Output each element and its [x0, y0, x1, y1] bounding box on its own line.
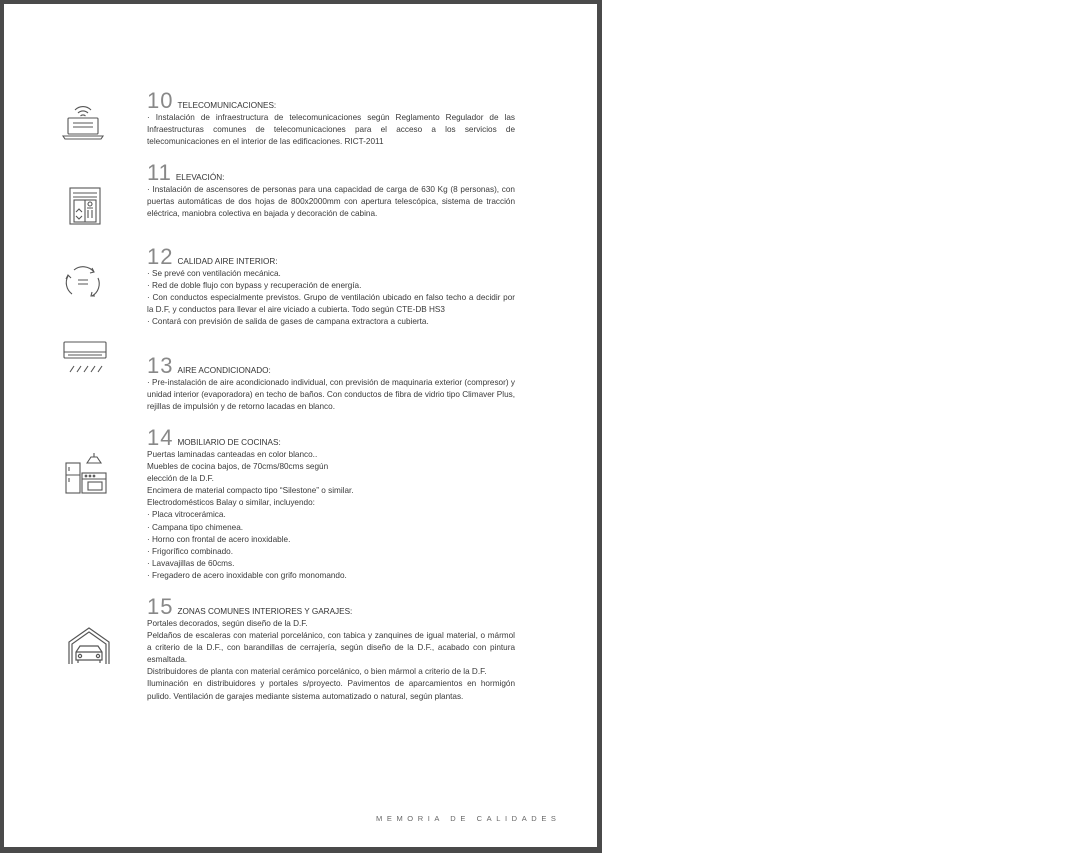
section-line: Puertas laminadas canteadas en color blanco.. — [147, 450, 318, 459]
section-line: Distribuidores de planta con material cerámico porcelánico, o bien mármol a criterio de la D.F. — [147, 667, 487, 677]
section-title: TELECOMUNICACIONES: — [177, 101, 277, 110]
section-telecomunicaciones — [147, 90, 515, 148]
section-elevacion — [147, 162, 515, 220]
section-line: Iluminación en distribuidores y portales s/proyecto. Pavimentos de aparcamientos en hormigón pulido. Ventilación de garajes mediante sistema automatizado o natural, según plantas. — [147, 679, 515, 701]
section-number: 13 — [147, 353, 174, 378]
section-aire-acondicionado — [147, 355, 515, 413]
section-line: · Red de doble flujo con bypass y recuperación de energía. — [147, 281, 362, 291]
page-footer: MEMORIA DE CALIDADES — [376, 814, 561, 823]
list-item: · Campana tipo chimenea. — [147, 522, 244, 532]
air-recycle-icon — [58, 258, 108, 304]
section-number: 12 — [147, 244, 174, 269]
section-title: MOBILIARIO DE COCINAS: — [177, 438, 281, 447]
section-line: · Se prevé con ventilación mecánica. — [147, 269, 281, 278]
laptop-wifi-icon — [58, 98, 108, 144]
section-number: 14 — [147, 425, 174, 450]
section-mobiliario-cocinas — [147, 427, 515, 582]
section-line: Portales decorados, según diseño de la D.F. — [147, 619, 308, 628]
section-text: · Instalación de infraestructura de telecomunicaciones según Reglamento Regulador de las Infraestructuras comunes de telecomunicaciones para el acceso a los servicios de telecomunicaciones en el interior de las edificaciones. RICT-2011 — [147, 113, 515, 147]
section-calidad-aire — [147, 246, 515, 328]
section-title: ELEVACIÓN: — [175, 173, 225, 182]
list-item: · Frigorífico combinado. — [147, 546, 234, 556]
kitchen-icon — [60, 449, 110, 495]
air-conditioner-icon — [60, 338, 110, 384]
section-line: · Contará con previsión de salida de gases de campana extractora a cubierta. — [147, 317, 429, 327]
section-title: AIRE ACONDICIONADO: — [177, 366, 271, 375]
section-line: Muebles de cocina bajos, de 70cms/80cms según — [147, 462, 329, 472]
section-line: Peldaños de escaleras con material porcelánico, con tabica y zanquines de igual material, o mármol a criterio de la D.F., con barandillas de cerrajería, según diseño de la D.F., acabado con pintura esmaltada. — [147, 631, 515, 665]
list-item: · Lavavajillas de 60cms. — [147, 558, 235, 568]
list-item: · Placa vitrocerámica. — [147, 510, 226, 520]
section-line: · Con conductos especialmente previstos. Grupo de ventilación ubicado en falso techo a decidir por la D.F, y conductos para llevar el aire viciado a cubierta. Todo según CTE-DB HS3 — [147, 293, 515, 315]
section-line: Electrodomésticos Balay o similar, incluyendo: — [147, 498, 315, 508]
section-title: ZONAS COMUNES INTERIORES Y GARAJES: — [177, 607, 353, 616]
garage-icon — [64, 624, 114, 670]
section-line: elección de la D.F. — [147, 474, 214, 484]
section-zonas-comunes — [147, 596, 515, 703]
section-text: · Instalación de ascensores de personas para una capacidad de carga de 630 Kg (8 personas), con puertas automáticas de dos hojas de 800x2000mm con apertura telescópica, sistema de tracción eléctrica, maniobra colectiva en bajada y decoración de cabina. — [147, 185, 515, 219]
section-number: 11 — [147, 160, 172, 185]
section-line: Encimera de material compacto tipo “Silestone” o similar. — [147, 486, 354, 496]
section-text: · Pre-instalación de aire acondicionado individual, con previsión de maquinaria exterior (compresor) y unidad interior (evaporadora) en techo de baños. Con conductos de fibra de vidrio tipo Climaver Plus, rejillas de impulsión y de retorno lacadas en blanco. — [147, 378, 515, 412]
elevator-icon — [60, 184, 110, 230]
list-item: · Fregadero de acero inoxidable con grifo monomando. — [147, 570, 347, 580]
list-item: · Horno con frontal de acero inoxidable. — [147, 534, 291, 544]
section-number: 10 — [147, 88, 174, 113]
section-title: CALIDAD AIRE INTERIOR: — [177, 257, 278, 266]
section-number: 15 — [147, 594, 174, 619]
